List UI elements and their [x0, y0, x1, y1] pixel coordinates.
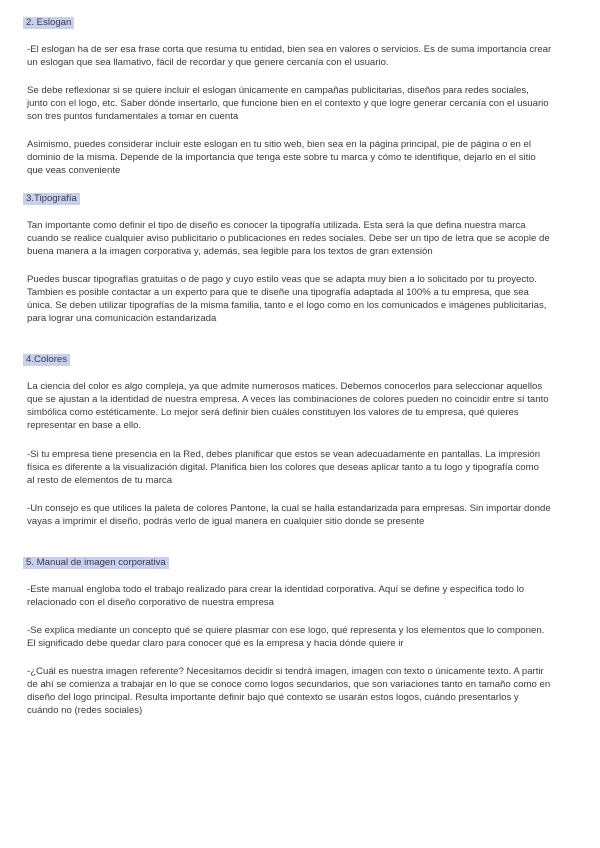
- paragraph: Puedes buscar tipografías gratuitas o de pago y cuyo estilo veas que se adapta muy bien a lo solicitado por tu proyecto. Tambien es posible contactar a un experto para que te diseñe una tipografía adaptada al 100% a tu empresa, que sea única. Se deben utilizar tipografías de la misma familia, tanto e el logo como en los comunicados e imágenes publicitarias, para lograr una comunicación estandarizada: [27, 274, 547, 325]
- paragraph: -Si tu empresa tiene presencia en la Red, debes planificar que estos se vean adecuadamente en pantallas. La impresión física es diferente a la visualización digital. Planifica bien los colores que deseas aplicar tanto a tu logo y tipografía como al resto de elementos de tu marca: [27, 449, 541, 487]
- section-heading-colores: 4.Colores: [23, 354, 70, 366]
- paragraph: La ciencia del color es algo compleja, ya que admite numerosos matices. Debemos conocerlos para seleccionar aquellos que se ajustan a la identidad de nuestra empresa. A veces las combinaciones de colores pueden no coincidir entre sí tanto simbólica como estéticamente. Lo mejor será definir bien cuáles constituyen los valores de tu empresa, qué quieres representar en base a ello.: [27, 381, 549, 432]
- paragraph: Se debe reflexionar si se quiere incluir el eslogan únicamente en campañas publicitarias, diseños para redes sociales, junto con el logo, etc. Saber dónde insertarlo, que funcione bien en el contexto y que logre generar cercanía con el usuario son tres puntos fundamentales a tomar en cuenta: [27, 85, 549, 123]
- paragraph: -¿Cuál es nuestra imagen referente? Necesitamos decidir si tendrá imagen, imagen con texto o únicamente texto. A partir de ahí se comienza a trabajar en lo que se conoce como logos secundarios, que son variaciones tanto en tamaño como en diseño del logo principal. Resulta importante definir bajo qué contexto se usarán estos logos, cuándo presentarlos y cuándo no (redes sociales): [27, 666, 551, 717]
- section-heading-manual: 5. Manual de imagen corporativa: [23, 557, 169, 569]
- paragraph: Tan importante como definir el tipo de diseño es conocer la tipografía utilizada. Esta será la que defina nuestra marca cuando se realice cualquier aviso publicitario o publicaciones en redes sociales. Debe ser un tipo de letra que se acople de buena manera a la imagen corporativa y, además, sea legible para los textos de gran extensión: [27, 220, 550, 258]
- paragraph: -Este manual engloba todo el trabajo realizado para crear la identidad corporativa. Aquí se define y especifica todo lo relacionado con el diseño corporativo de nuestra empresa: [27, 584, 525, 609]
- paragraph: -El eslogan ha de ser esa frase corta que resuma tu entidad, bien sea en valores o servicios. Es de suma importancia crear un eslogan que sea llamativo, fácil de recordar y que genere cercanía con el usuario.: [27, 44, 552, 69]
- section-heading-tipografia: 3.Tipografía: [23, 193, 80, 205]
- paragraph: Asimismo, puedes considerar incluir este eslogan en tu sitio web, bien sea en la página principal, pie de página o en el dominio de la misma. Depende de la importancia que tenga este sobre tu marca y cómo te identifique, dejarlo en el sitio que veas conveniente: [27, 139, 536, 177]
- paragraph: -Un consejo es que utilices la paleta de colores Pantone, la cual se halla estandarizada para empresas. Sin importar donde vayas a imprimir el diseño, podrás verlo de igual manera en cualquier sitio donde se presente: [27, 503, 551, 528]
- paragraph: -Se explica mediante un concepto qué se quiere plasmar con ese logo, qué representa y los elementos que lo componen. El significado debe quedar claro para conocer qué es la empresa y hacia dónde quiere ir: [27, 625, 545, 650]
- section-heading-eslogan: 2. Eslogan: [23, 17, 74, 29]
